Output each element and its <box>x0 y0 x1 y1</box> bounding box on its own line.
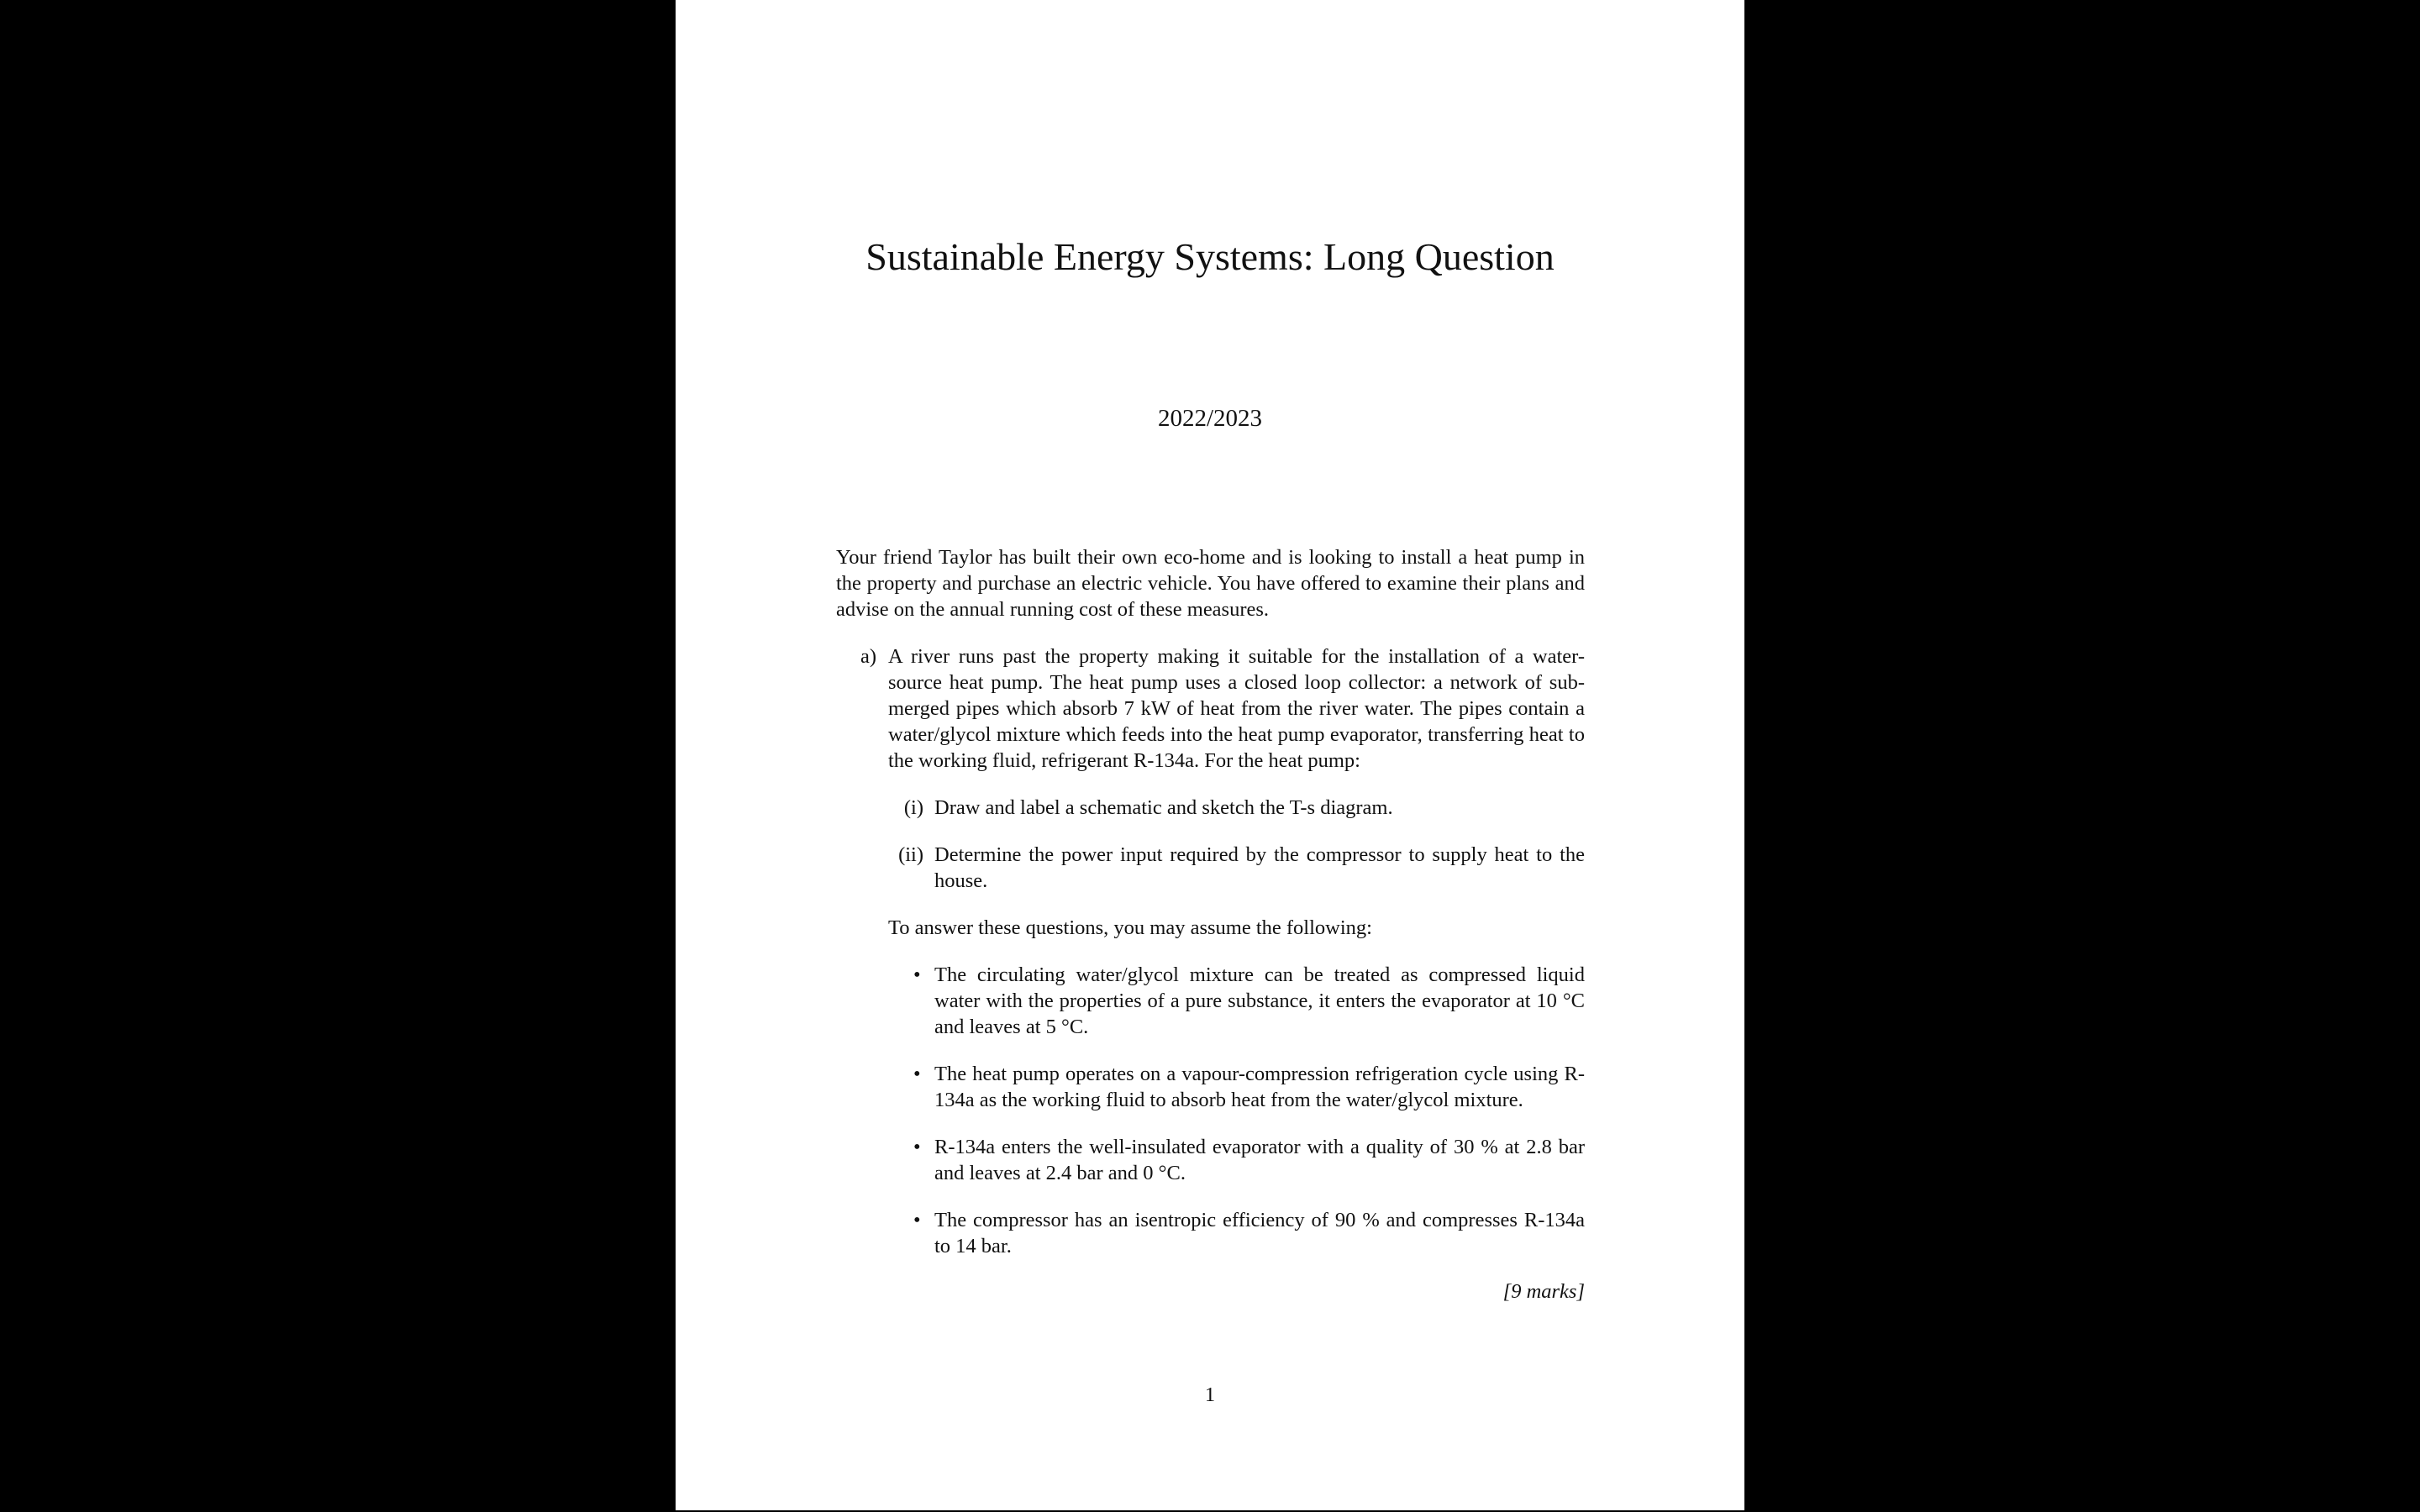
subquestion-i <box>888 795 1585 821</box>
list-item <box>913 1207 1585 1259</box>
marks-label: [9 marks] <box>1502 1280 1585 1303</box>
list-item <box>913 962 1585 1040</box>
question-a-text: A river runs past the property making it suitable for the installation of a water-source heat pump. The heat pump uses a closed loop collector: a network of sub-merged pipes which absorb 7 kW of heat from the river water. The pipes contain a water/glycol mixture which feeds into the heat pump evaporator, transferring heat to the working fluid, refrigerant R-134a. For the heat pump: <box>888 645 1585 772</box>
list-item <box>913 1061 1585 1113</box>
assumption-text: R-134a enters the well-insulated evaporator with a quality of 30 % at 2.8 bar and leaves at 2.4 bar and 0 °C. <box>934 1136 1585 1184</box>
bullet-icon: • <box>913 1209 921 1231</box>
assumption-text: The compressor has an isentropic efficiency of 90 % and compresses R-134a to 14 bar. <box>934 1209 1585 1257</box>
subquestion-ii-text: Determine the power input required by the compressor to supply heat to the house. <box>934 843 1585 892</box>
question-a <box>836 643 1585 1305</box>
subquestion-ii-label: (ii) <box>898 843 923 866</box>
assumptions-intro: To answer these questions, you may assume the following: <box>888 916 1372 939</box>
subquestion-ii <box>888 842 1585 894</box>
assumptions-list <box>888 962 1585 1259</box>
bullet-icon: • <box>913 1063 921 1085</box>
question-content <box>836 544 1585 1305</box>
document-title: Sustainable Energy Systems: Long Question <box>865 235 1555 278</box>
page-number: 1 <box>1204 1383 1216 1406</box>
subquestion-i-text: Draw and label a schematic and sketch the T-s diagram. <box>934 796 1393 819</box>
subquestion-i-label: (i) <box>903 796 923 819</box>
bullet-icon: • <box>913 1136 921 1158</box>
assumption-text: The heat pump operates on a vapour-compression refrigeration cycle using R-134a as the working fluid to absorb heat from the water/glycol mixture. <box>934 1063 1585 1111</box>
document-page <box>676 0 1744 1510</box>
list-item <box>913 1134 1585 1186</box>
academic-year: 2022/2023 <box>1157 405 1263 432</box>
question-a-label: a) <box>860 645 877 668</box>
assumption-text: The circulating water/glycol mixture can be treated as compressed liquid water with the properties of a pure substance, it enters the evaporator at 10 °C and leaves at 5 °C. <box>934 963 1585 1038</box>
bullet-icon: • <box>913 963 921 986</box>
intro-paragraph: Your friend Taylor has built their own eco-home and is looking to install a heat pump in the property and purchase an electric vehicle. You have offered to examine their plans and advise on the annual running cost of these measures. <box>836 546 1585 621</box>
